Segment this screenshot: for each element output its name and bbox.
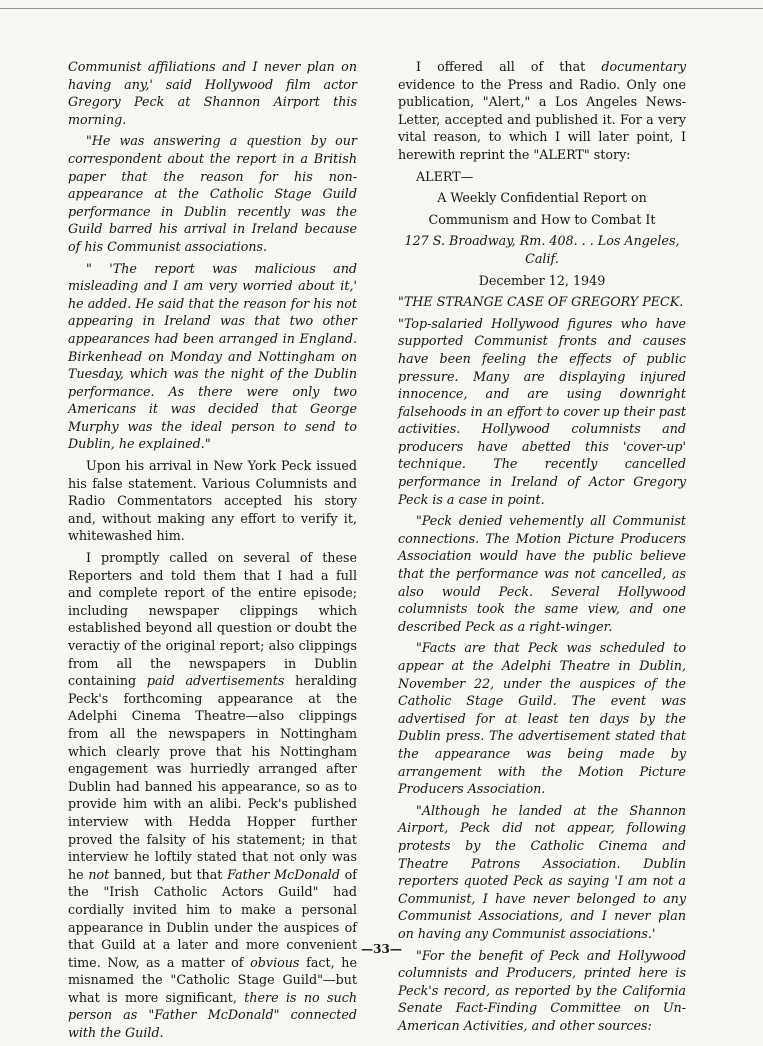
text-run: heralding Peck's forthcoming appearance at the Adelphi Cinema Theatre—also clippings from all the newspapers in Nottingham which clearly prove that his Nottingham engagement was hurriedly arranged after Dublin had banned his appearance, so as to provide him with an alibi. Peck's published interview with Hedda Hopper further proved the falsity of his statement; in that interview he loftily stated that not only was he: [68, 673, 357, 882]
right-paragraph-1: [398, 58, 686, 164]
text-run-italic: obvious: [250, 954, 300, 970]
left-paragraph-2: "He was answering a question by our correspondent about the report in a British paper that the reason for his non-appearance at the Catholic Stage Guild performance in Dublin recently was the Guild barred his arrival in Ireland because of his Communist associations.: [68, 133, 357, 254]
left-column: [68, 58, 357, 1046]
left-paragraph-4: Upon his arrival in New York Peck issued his false statement. Various Columnists and Radio Commentators accepted his story and, without making any effort to verify it, whitewashed him.: [68, 458, 357, 544]
scan-artifact-line: [0, 8, 763, 11]
text-run: of the "Irish Catholic Actors Guild" had cordially invited him to make a personal appearance in Dublin under the auspices of that Guild at a later and more convenient time. Now, as a matter of: [68, 866, 357, 970]
right-paragraph-5: "Although he landed at the Shannon Airport, Peck did not appear, following protests by the Catholic Cinema and Theatre Patrons Association. Dublin reporters quoted Peck as saying 'I am not a Communist, I have never belonged to any Communist Associations, and I never plan on having any Communist associations.': [398, 802, 686, 941]
page-number: —33—: [361, 942, 402, 956]
right-paragraph-2: "Top-salaried Hollywood figures who have supported Communist fronts and causes have been feeling the effects of public pressure. Many are displaying injured innocence, and are using downright falsehoods in an effort to cover up their past activities. Hollywood columnists and producers have abetted this 'cover-up' technique. The recently cancelled performance in Ireland of Actor Gregory Peck is a case in point.: [398, 315, 686, 507]
text-run: evidence to the Press and Radio. Only one publication, "Alert," a Los Angeles News-Letter, accepted and published it. For a very vital reason, to which I will later point, I herewith reprint the "ALERT" story:: [398, 76, 686, 162]
text-run-italic: documentary: [601, 59, 686, 74]
alert-subtitle-1: A Weekly Confidential Report on: [437, 190, 647, 206]
right-paragraph-6: "For the benefit of Peck and Hollywood columnists and Producers, printed here is Peck's record, as reported by the California Senate Fact-Finding Committee on Un-American Activities, and other sources:: [398, 947, 686, 1033]
text-run-italic: paid advertisements: [146, 673, 285, 689]
text-run-italic: Father McDonald: [227, 866, 340, 882]
right-paragraph-3: "Peck denied vehemently all Communist connections. The Motion Picture Producers Association would have the public believe that the performance was not cancelled, as also would Peck. Several Hollywood columnists took the same view, and one described Peck as a right-winger.: [398, 513, 686, 634]
text-run-italic: there is no such person as "Father McDonald" connected with the Guild.: [68, 989, 357, 1041]
text-run: I offered all of that: [416, 59, 602, 74]
text-run: I promptly called on several of these Reporters and told them that I had a full and complete report of the entire episode; including newspaper clippings which established beyond all question or doubt the veractiy of the original report; also clippings from all the newspapers in Dublin containing: [68, 550, 357, 689]
right-paragraph-4: "Facts are that Peck was scheduled to appear at the Adelphi Theatre in Dublin, November 22, under the auspices of the Catholic Stage Guild. The event was advertised for at least ten days by the Dublin press. The advertisement stated that the appearance was being made by arrangement with the Motion Picture Producers Association.: [398, 640, 686, 797]
alert-date: December 12, 1949: [478, 272, 606, 288]
left-paragraph-3: " 'The report was malicious and misleading and I am very worried about it,' he added. He said that the reason for his not appearing in Ireland was that two other appearances had been arranged in England. Birkenhead on Monday and Nottingham on Tuesday, which was the night of the Dublin performance. As there were only two Americans it was decided that George Murphy was the ideal person to send to Dublin, he explained.": [68, 260, 357, 452]
alert-label: ALERT—: [416, 168, 474, 184]
text-run: banned, but that: [109, 866, 228, 882]
text-run-italic: not: [88, 866, 110, 882]
alert-address: 127 S. Broadway, Rm. 408. . . Los Angeles, Calif.: [404, 233, 680, 266]
left-paragraph-1: Communist affiliations and I never plan on having any,' said Hollywood film actor Gregory Peck at Shannon Airport this morning.: [68, 59, 357, 127]
text-run: fact, he misnamed the "Catholic Stage Guild"—but what is more significant,: [68, 954, 357, 1005]
article-heading: "THE STRANGE CASE OF GREGORY PECK.: [398, 294, 684, 310]
right-column: [398, 58, 686, 1038]
alert-subtitle-2: Communism and How to Combat It: [428, 211, 656, 227]
left-paragraph-5: [68, 549, 357, 1042]
